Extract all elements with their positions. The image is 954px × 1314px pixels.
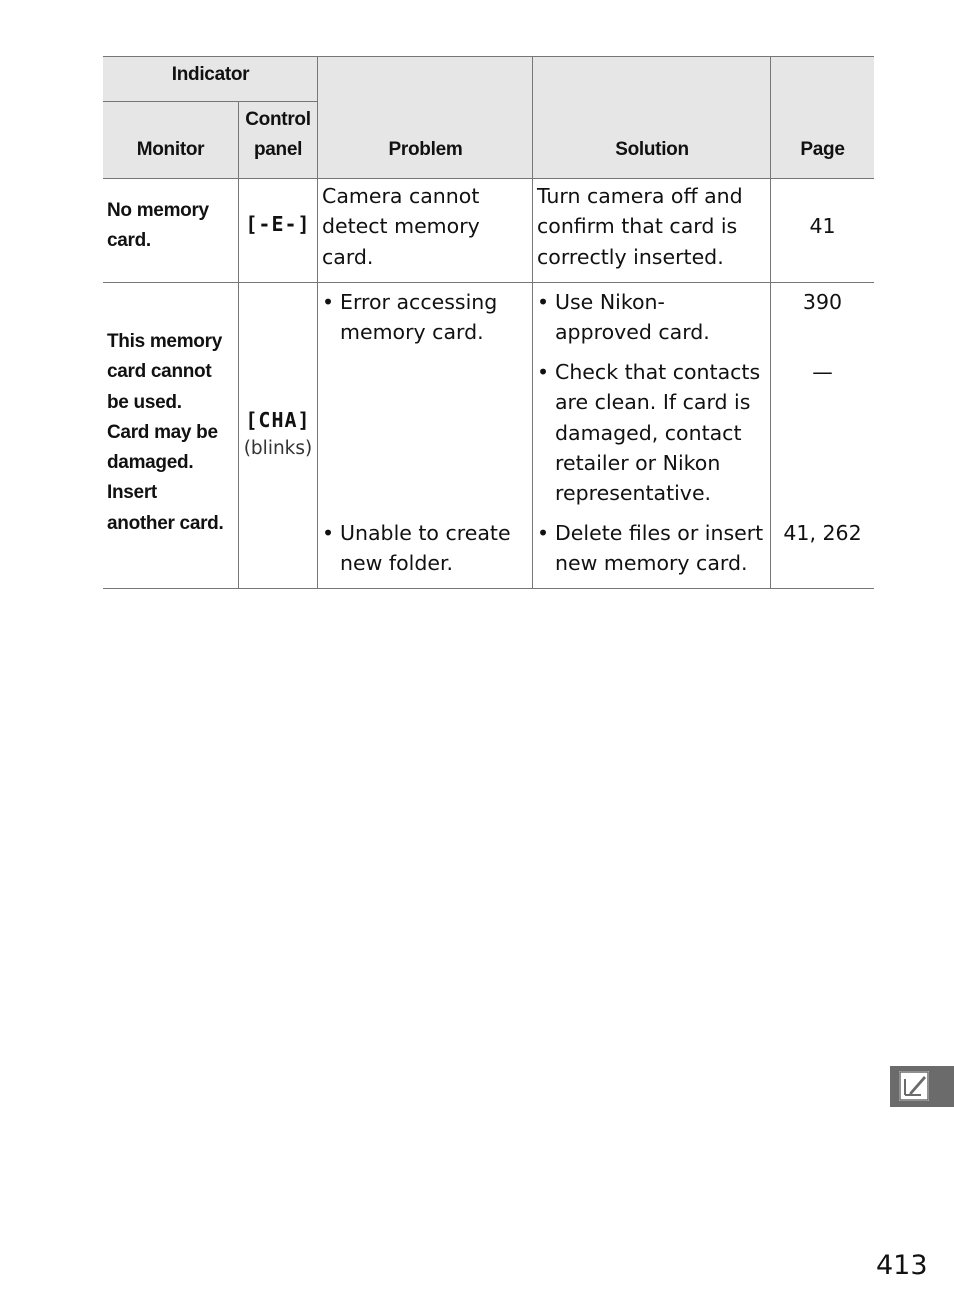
control-panel-display: [CHA]	[245, 408, 311, 432]
section-tab-marker	[890, 1066, 954, 1107]
bullet: •	[537, 521, 550, 545]
monitor-line: damaged.	[107, 452, 194, 474]
header-monitor: Monitor	[136, 139, 205, 160]
col-divider-control	[317, 56, 318, 589]
monitor-line: card cannot	[107, 361, 212, 383]
solution-line: Use Nikon-	[555, 290, 665, 314]
solution-line: representative.	[555, 481, 712, 506]
monitor-message	[107, 196, 209, 257]
header-control-line1: Control	[245, 109, 311, 130]
problem-text	[322, 181, 480, 272]
problem-line: card.	[322, 244, 374, 269]
row-divider	[103, 282, 874, 283]
solution-line: Turn camera off and	[537, 184, 743, 208]
problem-line: Unable to create	[340, 521, 511, 545]
problem-line: memory card.	[340, 320, 484, 345]
problem-line: detect memory	[322, 214, 480, 239]
solution-line: new memory card.	[555, 551, 748, 576]
solution-line: damaged, contact	[555, 420, 742, 445]
bullet: •	[322, 290, 335, 314]
header-solution: Solution	[615, 139, 689, 160]
solution-line: approved card.	[555, 320, 710, 345]
blinks-note: (blinks)	[243, 438, 313, 459]
col-divider-monitor	[238, 101, 239, 589]
monitor-message	[107, 327, 223, 539]
problem-line: Camera cannot	[322, 184, 480, 208]
bullet: •	[537, 290, 550, 314]
page-ref: 41, 262	[783, 521, 862, 545]
monitor-line: Card may be	[107, 421, 218, 443]
solution-text	[537, 181, 743, 272]
page-number: 413	[876, 1250, 928, 1281]
bullet: •	[322, 521, 335, 545]
monitor-line: card.	[107, 230, 151, 252]
solution-line: retailer or Nikon	[555, 450, 721, 475]
solution-line: Delete files or insert	[555, 521, 764, 545]
monitor-line: This memory	[107, 331, 222, 352]
table-bottom-border	[103, 588, 874, 589]
header-divider	[103, 101, 318, 102]
header-page: Page	[800, 139, 845, 160]
page-ref: 41	[809, 214, 836, 238]
col-divider-problem	[532, 56, 533, 589]
troubleshooting-pencil-icon	[899, 1071, 929, 1101]
bullet: •	[537, 360, 550, 384]
problem-line: new folder.	[340, 551, 454, 576]
solution-line: correctly inserted.	[537, 244, 724, 269]
problem-line: Error accessing	[340, 290, 498, 314]
solution-line: are clean. If card is	[555, 390, 751, 415]
monitor-line: another card.	[107, 512, 224, 534]
page-ref: 390	[802, 290, 843, 314]
solution-line: Check that contacts	[555, 360, 761, 384]
monitor-line: be used.	[107, 391, 182, 413]
monitor-line: No memory	[107, 200, 209, 221]
monitor-line: Insert	[107, 482, 157, 504]
page-ref: —	[812, 360, 833, 384]
control-panel-display: [-E-]	[245, 212, 311, 236]
header-problem: Problem	[388, 139, 463, 160]
header-indicator: Indicator	[171, 64, 250, 85]
solution-line: confirm that card is	[537, 214, 738, 239]
header-control-line2: panel	[253, 139, 303, 160]
col-divider-solution	[770, 56, 771, 589]
